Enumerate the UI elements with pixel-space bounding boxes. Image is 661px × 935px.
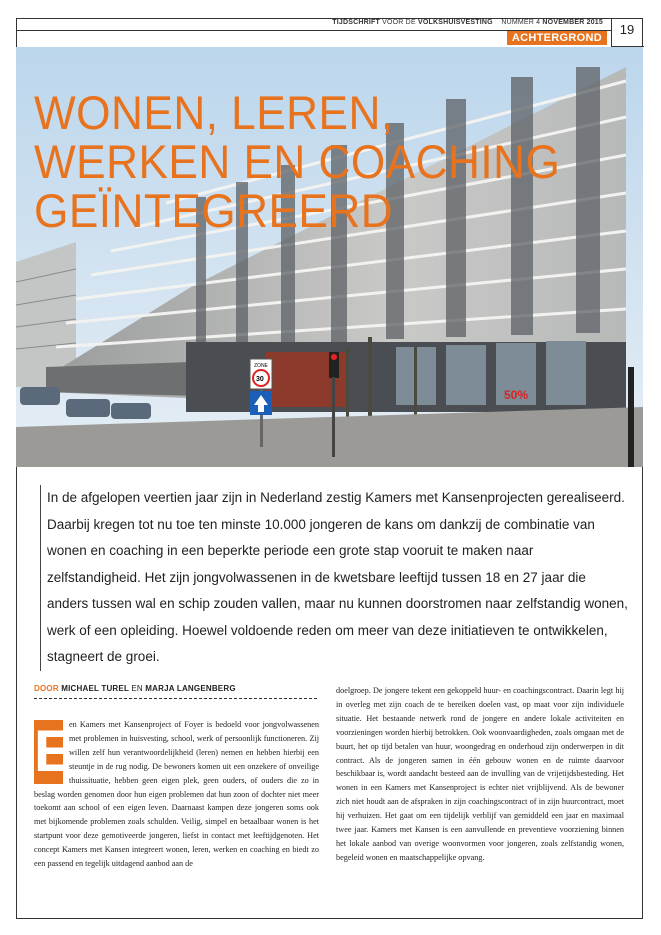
- speed-sign-text: 30: [256, 376, 264, 383]
- page-number: 19: [619, 22, 635, 37]
- byline: [34, 684, 236, 693]
- running-header: [332, 19, 603, 26]
- drop-cap: E: [34, 719, 73, 784]
- article-title: WONEN, LEREN, WERKEN EN COACHING GEÏNTEGREERD: [34, 86, 561, 237]
- byline-en: EN: [131, 684, 143, 693]
- body-column-1-text: en Kamers met Kansenproject of Foyer is bedoeld voor jongvolwassenen met problemen in huisvesting, school, werk of persoonlijk functioneren. Zij willen zelf hun verantwoordelijkheid (leren) nemen en hebben hierbij een steuntje in de rug nodig. De bewoners komen uit een onzekere of onveilige thuissituatie, hebben geen eigen plek, geen ouders, of ouders die zo in beslag worden genomen door hun eigen problemen dat hun zoon of dochter niet meer toekomt aan school of een eigen leven. Daarnaast kampen deze jongeren soms ook met bijkomende problemen zoals schulden. Veilig, simpel en betaalbaar wonen is het startpunt voor deze gemotiveerde jongeren, liefst in contact met leeftijdgenoten. Het concept Kamers met Kansen integreert wonen, leren, werken en coaching en biedt zo een passend en tegelijk uitdagend aanbod aan de: [34, 720, 319, 869]
- author-2: MARJA LANGENBERG: [145, 684, 236, 693]
- byline-door: DOOR: [34, 684, 59, 693]
- byline-rule: [34, 698, 317, 699]
- lead-paragraph: In de afgelopen veertien jaar zijn in Nederland zestig Kamers met Kansenprojecten gerealiseerd. Daarbij kregen tot nu toe ten minste 10.000 jongeren de kans om dankzij de combinatie van wonen en coaching in een beperkte periode een grote stap vooruit te maken naar zelfstandigheid. Het zijn jongvolwassenen in de kwetsbare leeftijd tussen 18 en 27 jaar die anders tussen wal en schip zouden vallen, maar nu kunnen doorstromen naar zelfstandig wonen, werk of een opleiding. Hoewel voldoende reden om meer van deze initiatieven te ontwikkelen, stagneert de groei.: [40, 485, 629, 671]
- issue-date: NOVEMBER 2015: [542, 19, 603, 26]
- author-1: MICHAEL TUREL: [61, 684, 129, 693]
- issue-number: NUMMER 4: [501, 19, 541, 26]
- journal-name: TIJDSCHRIFT: [332, 19, 380, 26]
- body-column-1: [34, 718, 319, 871]
- zone-sign-text: ZONE: [254, 363, 268, 369]
- shop-sign-text: 50%: [504, 388, 529, 402]
- body-column-2: doelgroep. De jongere tekent een gekoppeld huur- en coachingscontract. Daarin legt hij in overleg met zijn coach de te bereiken doelen vast, op maat voor zijn individuele situatie. Het bestaande netwerk rond de jongere en andere lokale activiteiten en voorzieningen worden hierbij betrokken. Ook woonvaardigheden, zoals omgaan met de buurt, het op tijd betalen van huur, woongedrag en onderhoud zijn onderwerpen in dit contract. Als de jongeren samen in één gebouw wonen en de ruimte daarvoor beschikbaar is, wordt aandacht besteed aan de invulling van de vrijetijdsbesteding. Het wonen in een Kamers met Kansenproject is echter niet vrijblijvend. Als de bewoner zich niet houdt aan de afspraken in zijn coachingscontract of in zijn huurcontract, moet hij verhuizen. Het gaat om een tijdelijk verblijf van gemiddeld een jaar en maximaal twee jaar. Kamers met Kansen is een aanvullende en preventieve voorziening binnen het lokale aanbod van overige woonvormen voor jongeren, zoals zelfstandig wonen, begeleid wonen en maatschappelijke opvang.: [336, 686, 624, 862]
- section-label: ACHTERGROND: [507, 31, 607, 45]
- journal-name-connector: VOOR DE: [382, 19, 416, 26]
- journal-name-end: VOLKSHUISVESTING: [417, 19, 493, 26]
